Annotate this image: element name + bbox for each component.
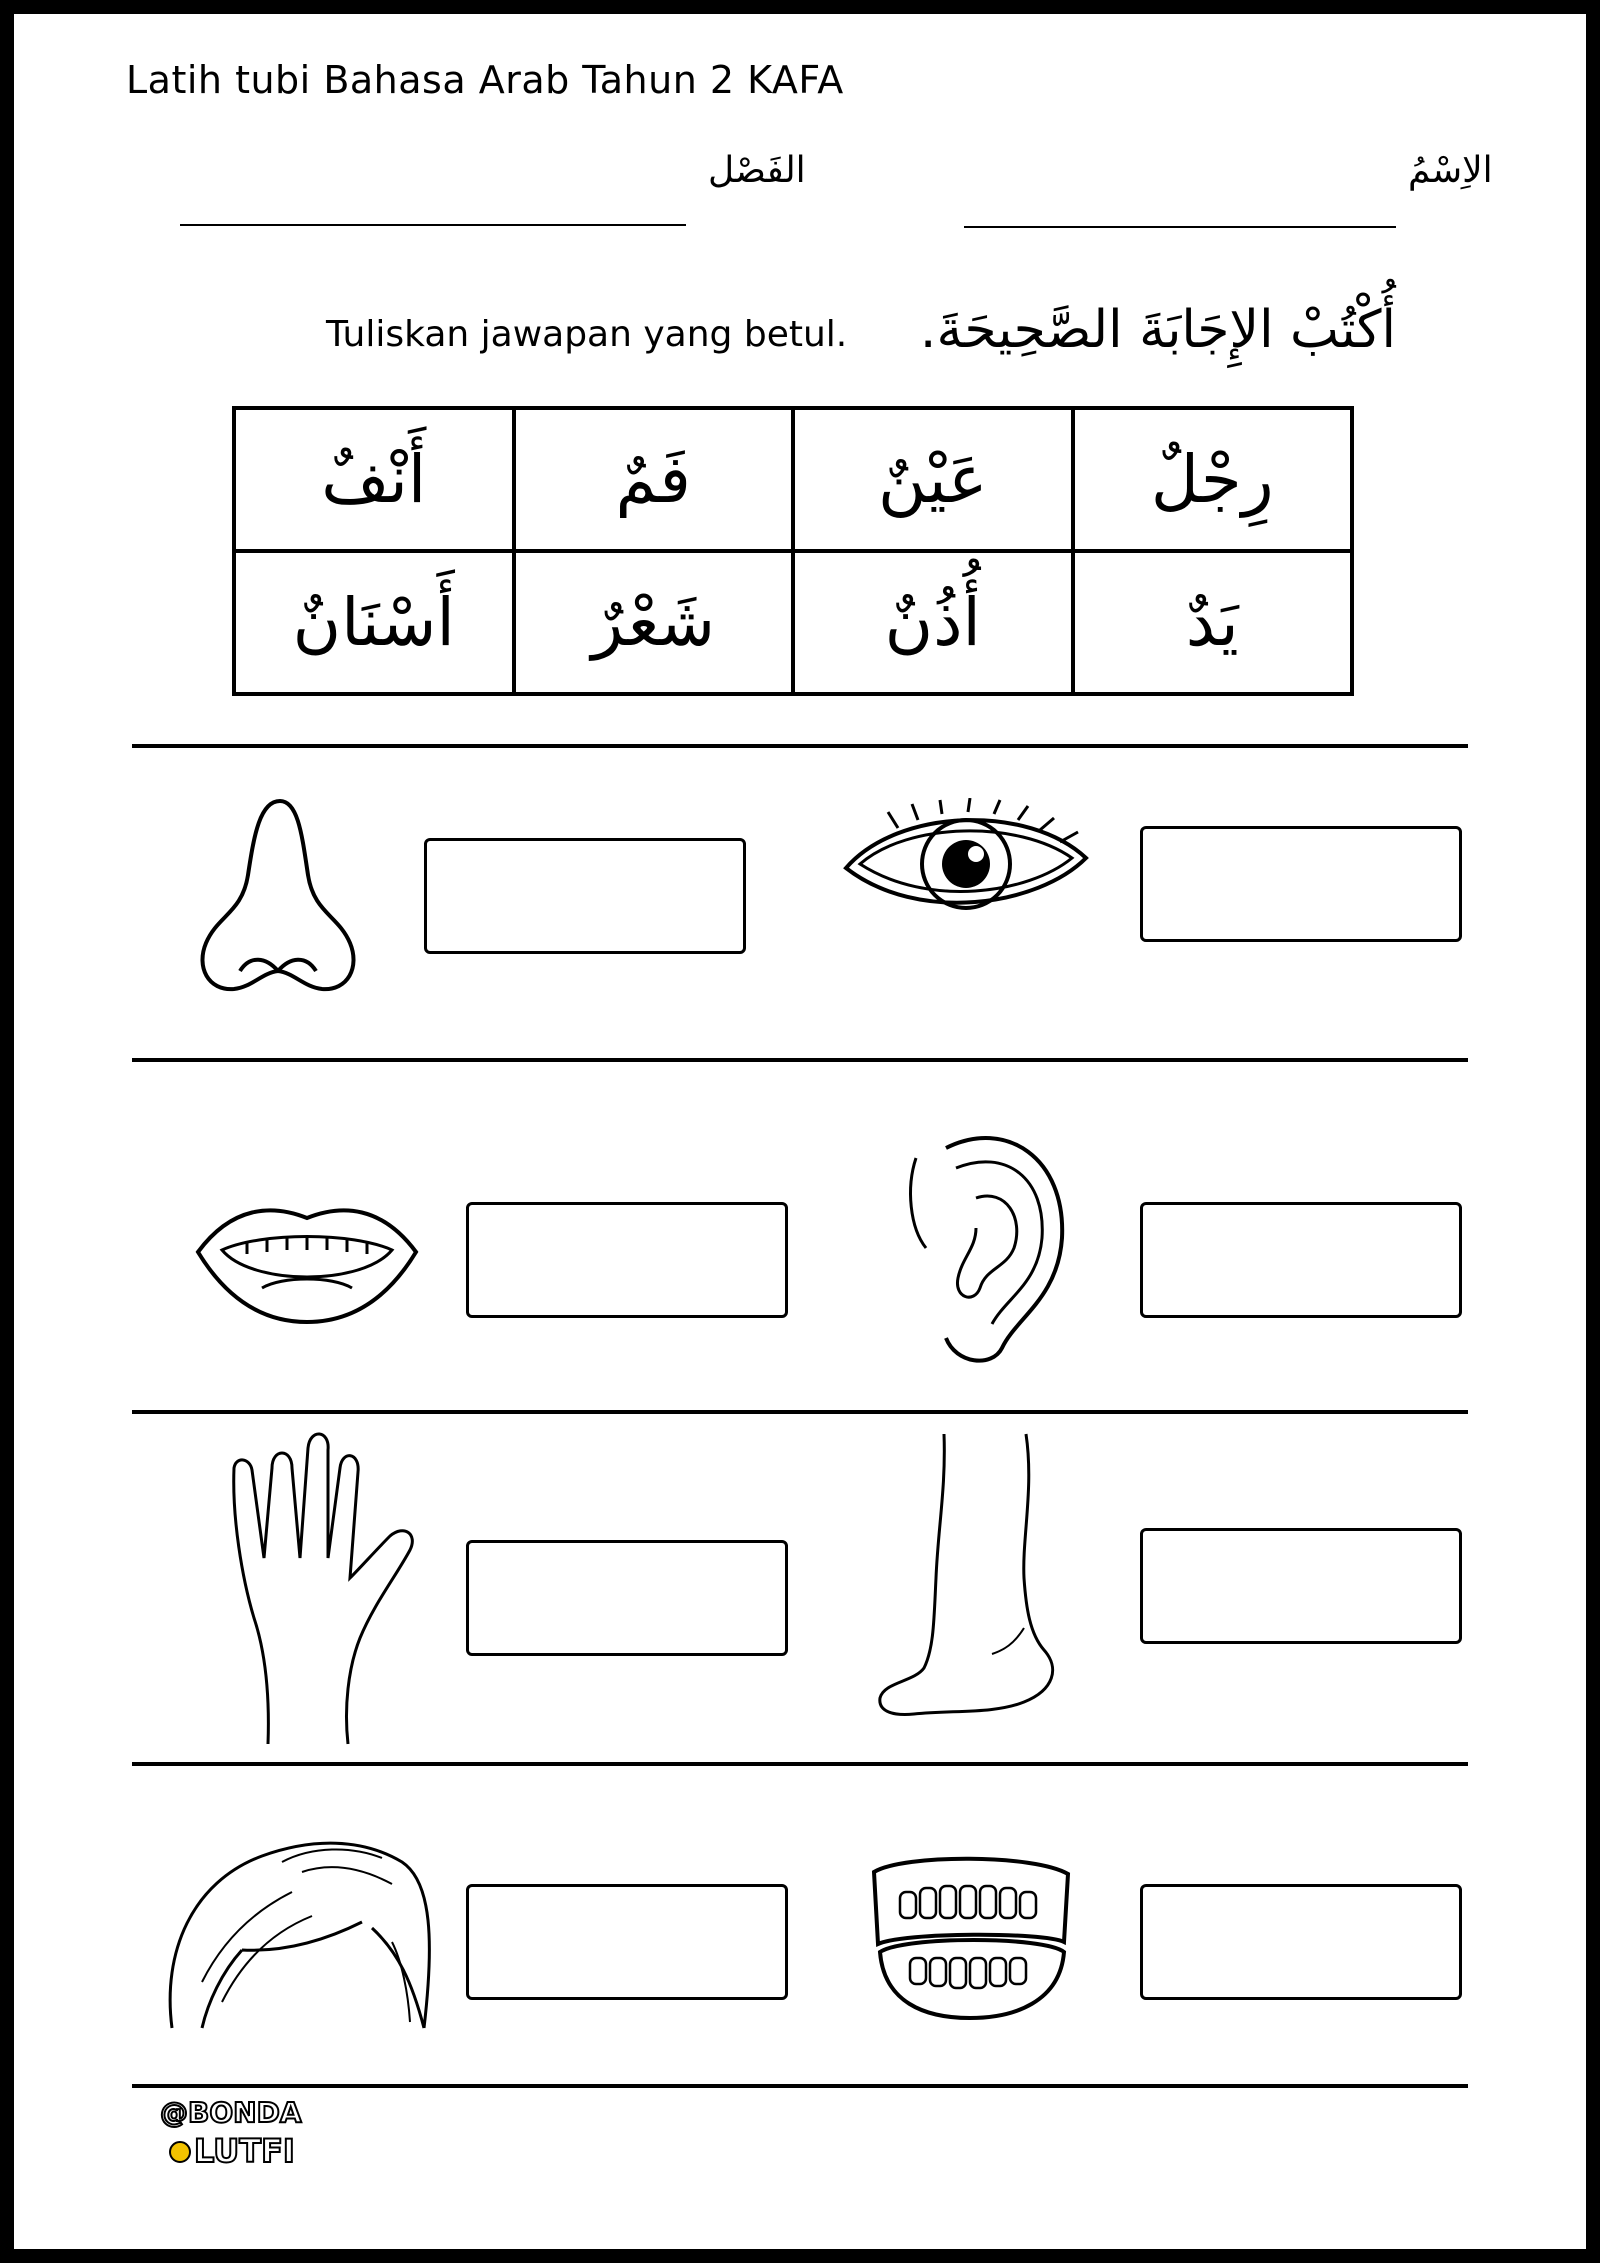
section-divider <box>132 744 1468 748</box>
svg-text:LUTFI: LUTFI <box>194 2132 295 2170</box>
eye-icon <box>838 798 1094 928</box>
word-cell: فَمٌ <box>514 408 794 551</box>
answer-box-teeth[interactable] <box>1140 1884 1462 2000</box>
word-cell: يَدٌ <box>1073 551 1353 694</box>
answer-box-nose[interactable] <box>424 838 746 954</box>
word-cell: أُذُنٌ <box>793 551 1073 694</box>
instruction-malay: Tuliskan jawapan yang betul. <box>326 314 848 355</box>
answer-box-mouth[interactable] <box>466 1202 788 1318</box>
word-bank-table <box>232 406 1354 696</box>
hair-icon <box>162 1832 432 2032</box>
answer-box-eye[interactable] <box>1140 826 1462 942</box>
worksheet-title: Latih tubi Bahasa Arab Tahun 2 KAFA <box>126 58 844 102</box>
word-bank-row <box>234 408 1352 551</box>
word-cell: شَعْرٌ <box>514 551 794 694</box>
mouth-icon <box>192 1196 422 1326</box>
word-bank-row <box>234 551 1352 694</box>
word-cell: أَنْفٌ <box>234 408 514 551</box>
answer-box-hair[interactable] <box>466 1884 788 2000</box>
word-cell: رِجْلٌ <box>1073 408 1353 551</box>
hand-icon <box>228 1428 428 1748</box>
answer-box-leg[interactable] <box>1140 1528 1462 1644</box>
class-label: الفَصْل <box>708 150 806 191</box>
section-divider <box>132 1762 1468 1766</box>
bonda-lutfi-logo <box>158 2090 308 2170</box>
nose-icon <box>190 795 370 995</box>
instruction-arabic: أُكْتُبْ الإِجَابَةَ الصَّحِيحَةَ. <box>919 300 1396 360</box>
leg-icon <box>874 1428 1064 1728</box>
teeth-icon <box>864 1852 1076 2022</box>
answer-box-hand[interactable] <box>466 1540 788 1656</box>
section-divider <box>132 2084 1468 2088</box>
section-divider <box>132 1410 1468 1414</box>
ear-icon <box>906 1128 1072 1368</box>
answer-box-ear[interactable] <box>1140 1202 1462 1318</box>
name-label: الاِسْمُ <box>1408 150 1493 191</box>
word-cell: عَيْنٌ <box>793 408 1073 551</box>
section-divider <box>132 1058 1468 1062</box>
svg-text:@BONDA: @BONDA <box>160 2096 302 2129</box>
name-field[interactable] <box>964 226 1396 228</box>
class-field[interactable] <box>180 224 686 226</box>
word-cell: أَسْنَانٌ <box>234 551 514 694</box>
